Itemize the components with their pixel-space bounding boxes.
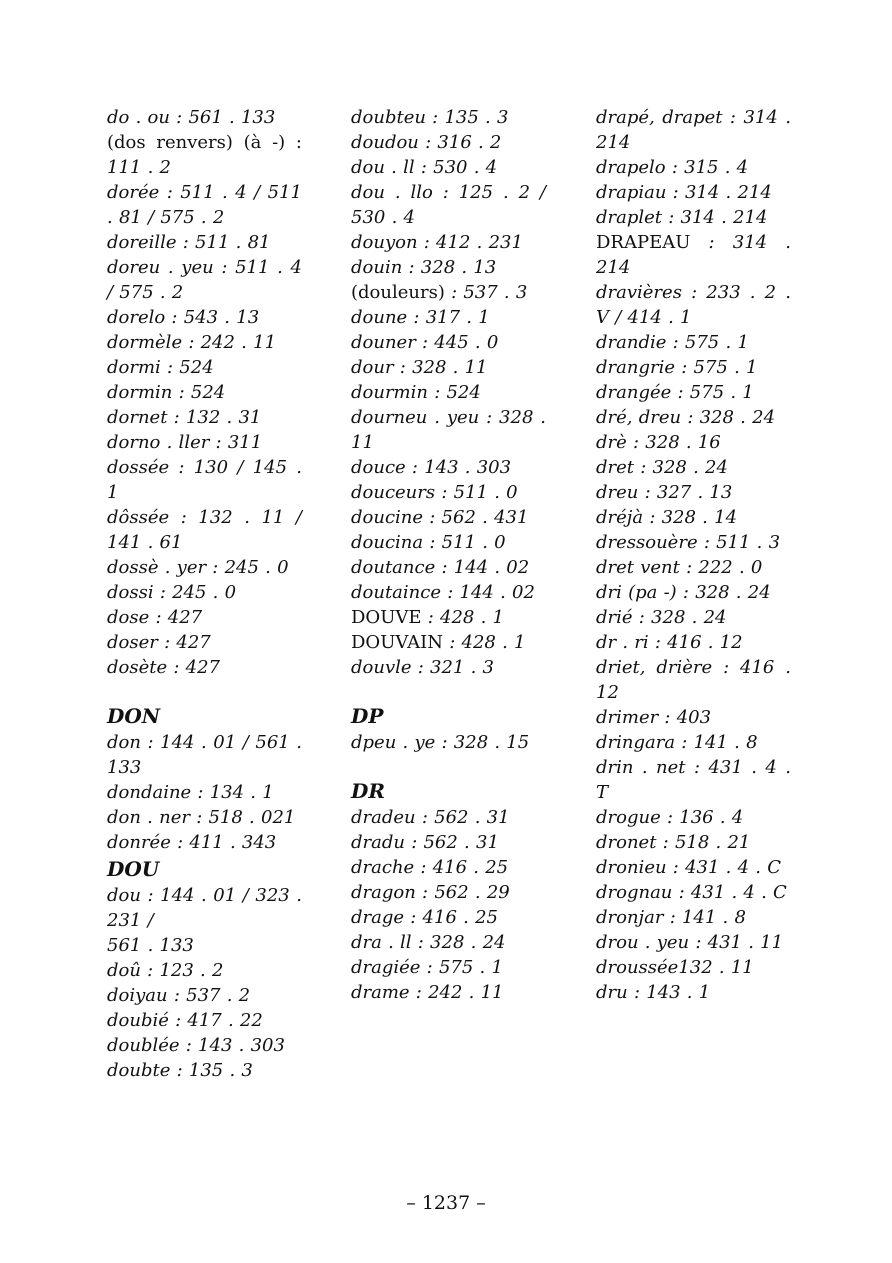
- index-entry: dpeu . ye : 328 . 15: [351, 732, 530, 753]
- index-entry: doublée : 143 . 303: [107, 1035, 285, 1056]
- index-entry: do . ou : 561 . 133: [107, 107, 276, 128]
- index-entry: drame : 242 . 11: [351, 982, 504, 1003]
- index-entry: dradu : 562 . 31: [351, 832, 499, 853]
- index-entry: dravières : 233 . 2 . V / 414 . 1: [596, 282, 791, 328]
- index-entry: drage : 416 . 25: [351, 907, 498, 928]
- index-entry: dour : 328 . 11: [351, 357, 488, 378]
- index-entry: doutance : 144 . 02: [351, 557, 530, 578]
- index-entry: driet, drière : 416 . 12: [596, 657, 791, 703]
- index-entry: drandie : 575 . 1: [596, 332, 749, 353]
- index-entry: dormin : 524: [107, 382, 226, 403]
- entry-upright-part: DRAPEAU: [596, 232, 691, 253]
- index-entry: doudou : 316 . 2: [351, 132, 502, 153]
- index-entry: dornet : 132 . 31: [107, 407, 262, 428]
- index-entry: dret vent : 222 . 0: [596, 557, 763, 578]
- index-entry: drié : 328 . 24: [596, 607, 727, 628]
- index-entry: doubié : 417 . 22: [107, 1010, 263, 1031]
- index-entry: doubte : 135 . 3: [107, 1060, 253, 1081]
- index-entry: doû : 123 . 2: [107, 960, 224, 981]
- index-entry: dou : 144 . 01 / 323 . 231 /: [107, 885, 302, 931]
- index-entry: douceurs : 511 . 0: [351, 482, 518, 503]
- index-entry: dossi : 245 . 0: [107, 582, 237, 603]
- column-1: [107, 105, 302, 1083]
- entry-upright-part: (douleurs): [351, 282, 445, 303]
- index-entry: doubteu : 135 . 3: [351, 107, 509, 128]
- index-entry: dou . llo : 125 . 2 / 530 . 4: [351, 182, 546, 228]
- index-entry: dormi : 524: [107, 357, 214, 378]
- entry-upright-part: (dos renvers) (à -) :: [107, 132, 302, 153]
- section-heading: DR: [351, 779, 385, 803]
- index-entry: drapiau : 314 . 214: [596, 182, 772, 203]
- index-entry: doreu . yeu : 511 . 4 / 575 . 2: [107, 257, 302, 303]
- index-entry: dourneu . yeu : 328 . 11: [351, 407, 546, 453]
- index-entry: dressouère : 511 . 3: [596, 532, 781, 553]
- column-3: [596, 105, 791, 1005]
- index-entry: doune : 317 . 1: [351, 307, 490, 328]
- page-number: – 1237 –: [406, 1192, 486, 1214]
- index-entry: [351, 280, 546, 305]
- entry-reference: : 428 . 1: [421, 607, 504, 628]
- index-entry: drimer : 403: [596, 707, 712, 728]
- section-heading: DOU: [107, 857, 160, 881]
- index-entry: dossè . yer : 245 . 0: [107, 557, 289, 578]
- index-entry: douin : 328 . 13: [351, 257, 497, 278]
- section-gap: [351, 755, 546, 777]
- index-entry: dorelo : 543 . 13: [107, 307, 260, 328]
- index-entry: dra . ll : 328 . 24: [351, 932, 506, 953]
- index-entry: dragon : 562 . 29: [351, 882, 510, 903]
- index-entry: draplet : 314 . 214: [596, 207, 768, 228]
- index-entry: donrée : 411 . 343: [107, 832, 277, 853]
- entry-reference: : 428 . 1: [443, 632, 526, 653]
- index-entry: drache : 416 . 25: [351, 857, 509, 878]
- index-entry: dôssée : 132 . 11 / 141 . 61: [107, 507, 302, 553]
- index-entry: droussée132 . 11: [596, 957, 754, 978]
- index-entry: dragiée : 575 . 1: [351, 957, 503, 978]
- index-entry: doutaince : 144 . 02: [351, 582, 535, 603]
- index-entry: [351, 605, 546, 630]
- index-entry: dré, dreu : 328 . 24: [596, 407, 776, 428]
- index-entry: doiyau : 537 . 2: [107, 985, 251, 1006]
- entry-upright-part: DOUVE: [351, 607, 422, 628]
- index-entry: dondaine : 134 . 1: [107, 782, 274, 803]
- index-entry: dorno . ller : 311: [107, 432, 263, 453]
- index-entry: douvle : 321 . 3: [351, 657, 495, 678]
- section-heading: DON: [107, 704, 161, 728]
- index-entry: drè : 328 . 16: [596, 432, 721, 453]
- index-entry: douce : 143 . 303: [351, 457, 512, 478]
- index-entry: doucina : 511 . 0: [351, 532, 506, 553]
- index-entry: dret : 328 . 24: [596, 457, 728, 478]
- index-entry: drin . net : 431 . 4 . T: [596, 757, 791, 803]
- entry-upright-part: DOUVAIN: [351, 632, 443, 653]
- index-entry: drognau : 431 . 4 . C: [596, 882, 787, 903]
- column-2: [351, 105, 546, 1005]
- index-entry: dru : 143 . 1: [596, 982, 711, 1003]
- entry-reference: : 537 . 3: [444, 282, 528, 303]
- index-entry: [351, 630, 546, 655]
- index-entry: dou . ll : 530 . 4: [351, 157, 498, 178]
- index-entry: doreille : 511 . 81: [107, 232, 271, 253]
- section-gap: [107, 680, 302, 702]
- index-entry: douner : 445 . 0: [351, 332, 499, 353]
- index-entry: don : 144 . 01 / 561 . 133: [107, 732, 302, 778]
- entry-reference: 111 . 2: [107, 157, 171, 178]
- index-entry: drou . yeu : 431 . 11: [596, 932, 784, 953]
- index-entry: dormèle : 242 . 11: [107, 332, 277, 353]
- index-entry: doser : 427: [107, 632, 211, 653]
- index-entry: dronet : 518 . 21: [596, 832, 751, 853]
- index-entry: doucine : 562 . 431: [351, 507, 529, 528]
- index-entry: dossée : 130 / 145 . 1: [107, 457, 302, 503]
- index-entry: dosète : 427: [107, 657, 220, 678]
- index-entry: drangrie : 575 . 1: [596, 357, 758, 378]
- section-heading: DP: [351, 704, 384, 728]
- entry-reference: : 314 . 214: [596, 232, 791, 278]
- index-entry: [107, 130, 302, 180]
- index-entry: dradeu : 562 . 31: [351, 807, 510, 828]
- index-entry: drogue : 136 . 4: [596, 807, 744, 828]
- index-entry: dreu : 327 . 13: [596, 482, 733, 503]
- index-entry: dose : 427: [107, 607, 203, 628]
- index-entry: drapelo : 315 . 4: [596, 157, 749, 178]
- index-entry: don . ner : 518 . 021: [107, 807, 296, 828]
- index-entry: drapé, drapet : 314 . 214: [596, 107, 791, 153]
- index-entry: dringara : 141 . 8: [596, 732, 758, 753]
- index-entry: dourmin : 524: [351, 382, 481, 403]
- index-entry: drangée : 575 . 1: [596, 382, 754, 403]
- index-entry: [596, 230, 791, 280]
- index-entry: dronjar : 141 . 8: [596, 907, 746, 928]
- index-entry: 561 . 133: [107, 935, 194, 956]
- section-gap: [351, 680, 546, 702]
- index-entry: dri (pa -) : 328 . 24: [596, 582, 771, 603]
- index-entry: dréjà : 328 . 14: [596, 507, 738, 528]
- index-entry: douyon : 412 . 231: [351, 232, 523, 253]
- index-entry: dr . ri : 416 . 12: [596, 632, 743, 653]
- index-entry: dronieu : 431 . 4 . C: [596, 857, 781, 878]
- index-entry: dorée : 511 . 4 / 511 . 81 / 575 . 2: [107, 182, 302, 228]
